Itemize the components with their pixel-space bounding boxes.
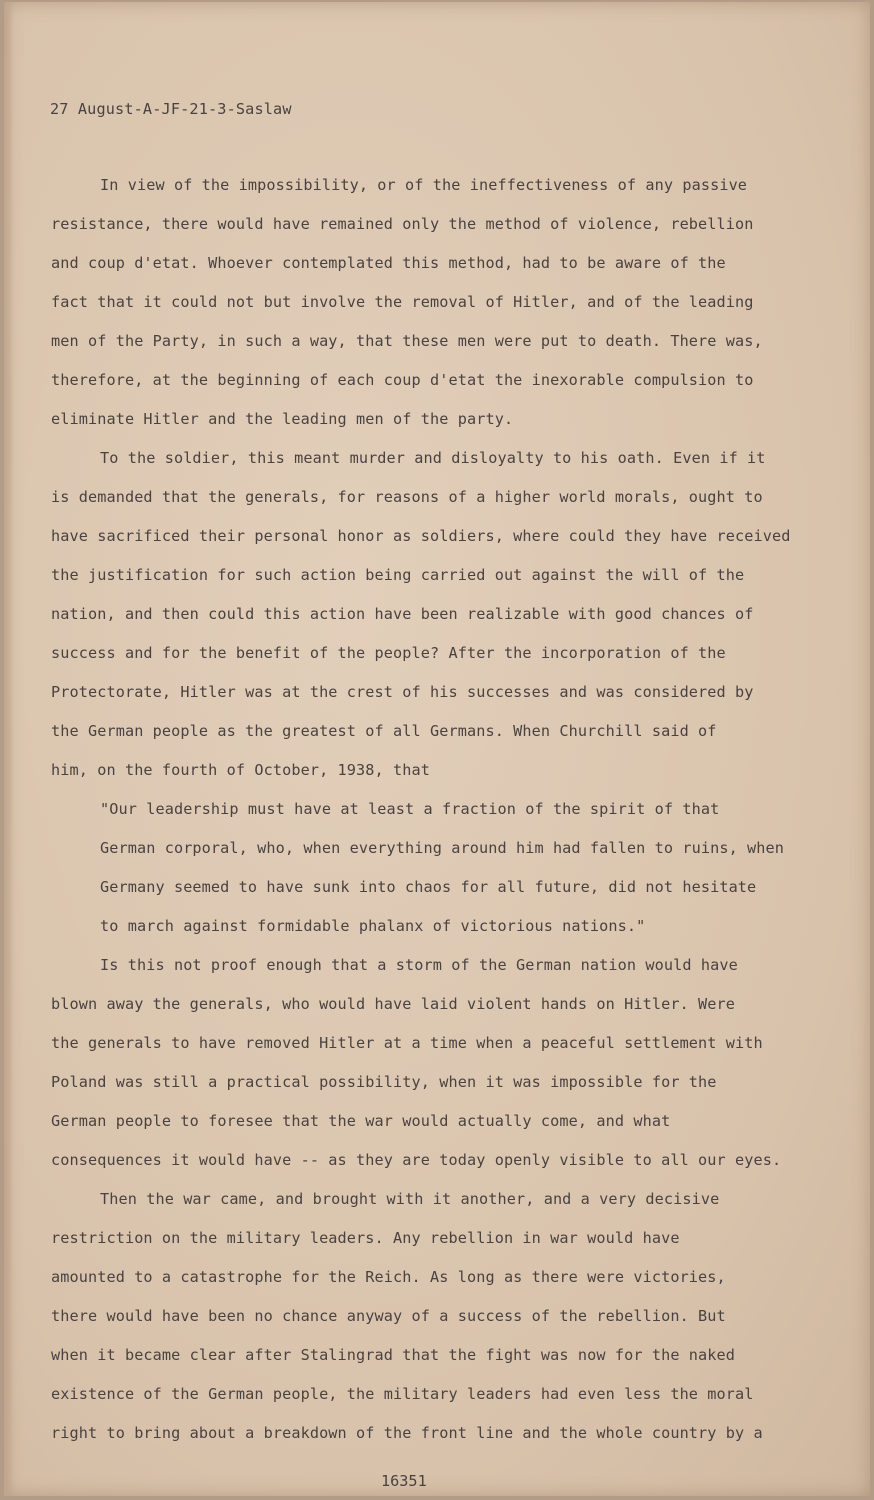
text-line: Poland was still a practical possibility, when it was impossible for the <box>51 1073 717 1091</box>
text-line: Then the war came, and brought with it another, and a very decisive <box>100 1190 720 1208</box>
text-line: Protectorate, Hitler was at the crest of his successes and was considered by <box>51 683 754 701</box>
text-line: nation, and then could this action have been realizable with good chances of <box>51 605 754 623</box>
text-line: consequences it would have -- as they are today openly visible to all our eyes. <box>51 1151 782 1169</box>
text-line: Germany seemed to have sunk into chaos for all future, did not hesitate <box>100 878 757 896</box>
text-line: there would have been no chance anyway of a success of the rebellion. But <box>51 1307 726 1325</box>
document-page <box>4 2 870 1496</box>
text-line: the justification for such action being carried out against the will of the <box>51 566 745 584</box>
text-line: right to bring about a breakdown of the front line and the whole country by a <box>51 1424 763 1442</box>
text-line: him, on the fourth of October, 1938, that <box>51 761 430 779</box>
text-line: In view of the impossibility, or of the ineffectiveness of any passive <box>100 176 748 194</box>
text-line: men of the Party, in such a way, that these men were put to death. There was, <box>51 332 763 350</box>
text-line: and coup d'etat. Whoever contemplated this method, had to be aware of the <box>51 254 726 272</box>
text-line: fact that it could not but involve the removal of Hitler, and of the leading <box>51 293 754 311</box>
text-line: success and for the benefit of the people? After the incorporation of the <box>51 644 726 662</box>
text-line: amounted to a catastrophe for the Reich. As long as there were victories, <box>51 1268 726 1286</box>
text-line: have sacrificed their personal honor as soldiers, where could they have received <box>51 527 791 545</box>
text-line: to march against formidable phalanx of victorious nations." <box>100 917 646 935</box>
page-number: 16351 <box>381 1472 427 1490</box>
text-line: restriction on the military leaders. Any rebellion in war would have <box>51 1229 680 1247</box>
document-header: 27 August-A-JF-21-3-Saslaw <box>50 100 292 118</box>
text-line: when it became clear after Stalingrad that the fight was now for the naked <box>51 1346 736 1364</box>
text-line: Is this not proof enough that a storm of the German nation would have <box>100 956 738 974</box>
text-line: is demanded that the generals, for reasons of a higher world morals, ought to <box>51 488 763 506</box>
text-line: German people to foresee that the war would actually come, and what <box>51 1112 671 1130</box>
text-line: eliminate Hitler and the leading men of the party. <box>51 410 514 428</box>
text-line: To the soldier, this meant murder and disloyalty to his oath. Even if it <box>100 449 766 467</box>
text-line: existence of the German people, the military leaders had even less the moral <box>51 1385 754 1403</box>
text-line: therefore, at the beginning of each coup d'etat the inexorable compulsion to <box>51 371 754 389</box>
paper-edge-shading <box>4 2 14 1496</box>
text-line: the generals to have removed Hitler at a time when a peaceful settlement with <box>51 1034 763 1052</box>
text-line: German corporal, who, when everything around him had fallen to ruins, when <box>100 839 785 857</box>
text-line: the German people as the greatest of all Germans. When Churchill said of <box>51 722 717 740</box>
text-line: resistance, there would have remained only the method of violence, rebellion <box>51 215 754 233</box>
text-line: "Our leadership must have at least a fraction of the spirit of that <box>100 800 720 818</box>
text-line: blown away the generals, who would have laid violent hands on Hitler. Were <box>51 995 736 1013</box>
